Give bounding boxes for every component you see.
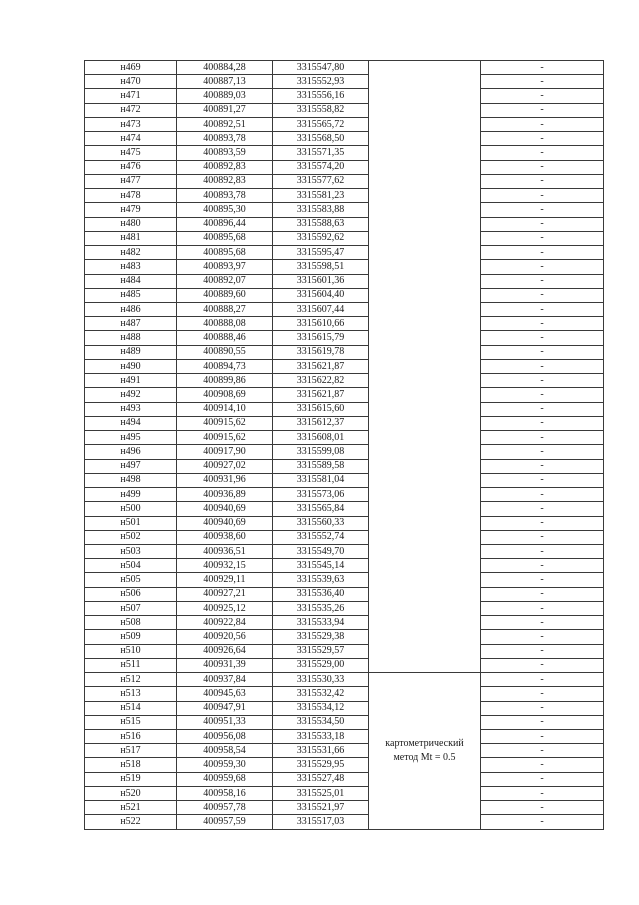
y-coordinate-cell: 3315573,06 xyxy=(273,488,369,502)
point-id-cell: н483 xyxy=(85,260,177,274)
dash-cell: - xyxy=(481,189,604,203)
y-coordinate-cell: 3315581,23 xyxy=(273,189,369,203)
dash-cell: - xyxy=(481,146,604,160)
x-coordinate-cell: 400931,39 xyxy=(177,658,273,672)
x-coordinate-cell: 400894,73 xyxy=(177,359,273,373)
table-row xyxy=(85,559,604,573)
y-coordinate-cell: 3315615,60 xyxy=(273,402,369,416)
table-row xyxy=(85,488,604,502)
dash-cell: - xyxy=(481,317,604,331)
y-coordinate-cell: 3315549,70 xyxy=(273,544,369,558)
y-coordinate-cell: 3315581,04 xyxy=(273,473,369,487)
x-coordinate-cell: 400926,64 xyxy=(177,644,273,658)
table-row xyxy=(85,132,604,146)
table-row xyxy=(85,189,604,203)
dash-cell: - xyxy=(481,345,604,359)
y-coordinate-cell: 3315552,74 xyxy=(273,530,369,544)
dash-cell: - xyxy=(481,217,604,231)
point-id-cell: н498 xyxy=(85,473,177,487)
x-coordinate-cell: 400893,97 xyxy=(177,260,273,274)
dash-cell: - xyxy=(481,117,604,131)
x-coordinate-cell: 400889,03 xyxy=(177,89,273,103)
point-id-cell: н514 xyxy=(85,701,177,715)
x-coordinate-cell: 400938,60 xyxy=(177,530,273,544)
x-coordinate-cell: 400947,91 xyxy=(177,701,273,715)
coordinates-table xyxy=(84,60,604,830)
x-coordinate-cell: 400890,55 xyxy=(177,345,273,359)
dash-cell: - xyxy=(481,601,604,615)
dash-cell: - xyxy=(481,231,604,245)
point-id-cell: н502 xyxy=(85,530,177,544)
dash-cell: - xyxy=(481,488,604,502)
y-coordinate-cell: 3315535,26 xyxy=(273,601,369,615)
dash-cell: - xyxy=(481,587,604,601)
table-row xyxy=(85,89,604,103)
x-coordinate-cell: 400957,59 xyxy=(177,815,273,829)
point-id-cell: н510 xyxy=(85,644,177,658)
point-id-cell: н491 xyxy=(85,374,177,388)
table-row xyxy=(85,801,604,815)
point-id-cell: н481 xyxy=(85,231,177,245)
x-coordinate-cell: 400888,27 xyxy=(177,302,273,316)
table-row xyxy=(85,687,604,701)
dash-cell: - xyxy=(481,274,604,288)
dash-cell: - xyxy=(481,416,604,430)
table-row xyxy=(85,160,604,174)
point-id-cell: н492 xyxy=(85,388,177,402)
dash-cell: - xyxy=(481,374,604,388)
x-coordinate-cell: 400940,69 xyxy=(177,502,273,516)
x-coordinate-cell: 400957,78 xyxy=(177,801,273,815)
y-coordinate-cell: 3315533,94 xyxy=(273,616,369,630)
point-id-cell: н486 xyxy=(85,302,177,316)
dash-cell: - xyxy=(481,544,604,558)
y-coordinate-cell: 3315568,50 xyxy=(273,132,369,146)
table-row xyxy=(85,203,604,217)
x-coordinate-cell: 400889,60 xyxy=(177,288,273,302)
table-row xyxy=(85,416,604,430)
table-row xyxy=(85,587,604,601)
table-row xyxy=(85,331,604,345)
point-id-cell: н516 xyxy=(85,730,177,744)
table-row xyxy=(85,544,604,558)
point-id-cell: н485 xyxy=(85,288,177,302)
x-coordinate-cell: 400927,21 xyxy=(177,587,273,601)
table-row xyxy=(85,658,604,672)
x-coordinate-cell: 400920,56 xyxy=(177,630,273,644)
dash-cell: - xyxy=(481,786,604,800)
point-id-cell: н508 xyxy=(85,616,177,630)
dash-cell: - xyxy=(481,174,604,188)
table-row xyxy=(85,616,604,630)
x-coordinate-cell: 400940,69 xyxy=(177,516,273,530)
dash-cell: - xyxy=(481,530,604,544)
table-row xyxy=(85,317,604,331)
dash-cell: - xyxy=(481,715,604,729)
point-id-cell: н494 xyxy=(85,416,177,430)
point-id-cell: н482 xyxy=(85,246,177,260)
point-id-cell: н479 xyxy=(85,203,177,217)
x-coordinate-cell: 400917,90 xyxy=(177,445,273,459)
point-id-cell: н493 xyxy=(85,402,177,416)
table-row xyxy=(85,815,604,829)
point-id-cell: н506 xyxy=(85,587,177,601)
x-coordinate-cell: 400937,84 xyxy=(177,673,273,687)
x-coordinate-cell: 400893,78 xyxy=(177,189,273,203)
dash-cell: - xyxy=(481,132,604,146)
x-coordinate-cell: 400931,96 xyxy=(177,473,273,487)
x-coordinate-cell: 400958,54 xyxy=(177,744,273,758)
y-coordinate-cell: 3315592,62 xyxy=(273,231,369,245)
dash-cell: - xyxy=(481,758,604,772)
y-coordinate-cell: 3315529,38 xyxy=(273,630,369,644)
x-coordinate-cell: 400892,83 xyxy=(177,174,273,188)
table-row xyxy=(85,231,604,245)
point-id-cell: н490 xyxy=(85,359,177,373)
y-coordinate-cell: 3315521,97 xyxy=(273,801,369,815)
dash-cell: - xyxy=(481,815,604,829)
y-coordinate-cell: 3315533,18 xyxy=(273,730,369,744)
table-row xyxy=(85,146,604,160)
table-row xyxy=(85,103,604,117)
point-id-cell: н474 xyxy=(85,132,177,146)
y-coordinate-cell: 3315529,95 xyxy=(273,758,369,772)
table-row xyxy=(85,288,604,302)
table-row xyxy=(85,601,604,615)
y-coordinate-cell: 3315612,37 xyxy=(273,416,369,430)
x-coordinate-cell: 400888,08 xyxy=(177,317,273,331)
x-coordinate-cell: 400888,46 xyxy=(177,331,273,345)
x-coordinate-cell: 400936,89 xyxy=(177,488,273,502)
table-row xyxy=(85,274,604,288)
dash-cell: - xyxy=(481,160,604,174)
table-row xyxy=(85,402,604,416)
y-coordinate-cell: 3315560,33 xyxy=(273,516,369,530)
point-id-cell: н470 xyxy=(85,75,177,89)
x-coordinate-cell: 400927,02 xyxy=(177,459,273,473)
y-coordinate-cell: 3315604,40 xyxy=(273,288,369,302)
point-id-cell: н517 xyxy=(85,744,177,758)
table-row xyxy=(85,673,604,687)
x-coordinate-cell: 400915,62 xyxy=(177,431,273,445)
point-id-cell: н488 xyxy=(85,331,177,345)
table-row xyxy=(85,786,604,800)
y-coordinate-cell: 3315545,14 xyxy=(273,559,369,573)
y-coordinate-cell: 3315622,82 xyxy=(273,374,369,388)
dash-cell: - xyxy=(481,502,604,516)
x-coordinate-cell: 400899,86 xyxy=(177,374,273,388)
dash-cell: - xyxy=(481,302,604,316)
table-row xyxy=(85,701,604,715)
table-row xyxy=(85,630,604,644)
x-coordinate-cell: 400945,63 xyxy=(177,687,273,701)
point-id-cell: н507 xyxy=(85,601,177,615)
point-id-cell: н505 xyxy=(85,573,177,587)
y-coordinate-cell: 3315536,40 xyxy=(273,587,369,601)
y-coordinate-cell: 3315534,50 xyxy=(273,715,369,729)
x-coordinate-cell: 400884,28 xyxy=(177,61,273,75)
dash-cell: - xyxy=(481,658,604,672)
dash-cell: - xyxy=(481,459,604,473)
table-row xyxy=(85,459,604,473)
x-coordinate-cell: 400929,11 xyxy=(177,573,273,587)
point-id-cell: н521 xyxy=(85,801,177,815)
dash-cell: - xyxy=(481,431,604,445)
dash-cell: - xyxy=(481,103,604,117)
x-coordinate-cell: 400893,78 xyxy=(177,132,273,146)
table-row xyxy=(85,715,604,729)
table-row xyxy=(85,388,604,402)
y-coordinate-cell: 3315529,57 xyxy=(273,644,369,658)
y-coordinate-cell: 3315530,33 xyxy=(273,673,369,687)
dash-cell: - xyxy=(481,402,604,416)
dash-cell: - xyxy=(481,516,604,530)
dash-cell: - xyxy=(481,75,604,89)
table-row xyxy=(85,473,604,487)
y-coordinate-cell: 3315539,63 xyxy=(273,573,369,587)
y-coordinate-cell: 3315588,63 xyxy=(273,217,369,231)
y-coordinate-cell: 3315589,58 xyxy=(273,459,369,473)
x-coordinate-cell: 400951,33 xyxy=(177,715,273,729)
dash-cell: - xyxy=(481,203,604,217)
table-row xyxy=(85,75,604,89)
x-coordinate-cell: 400896,44 xyxy=(177,217,273,231)
point-id-cell: н500 xyxy=(85,502,177,516)
point-id-cell: н473 xyxy=(85,117,177,131)
point-id-cell: н484 xyxy=(85,274,177,288)
point-id-cell: н478 xyxy=(85,189,177,203)
method-cell xyxy=(369,673,481,830)
method-text-line: метод Mt = 0.5 xyxy=(393,751,456,763)
y-coordinate-cell: 3315547,80 xyxy=(273,61,369,75)
x-coordinate-cell: 400956,08 xyxy=(177,730,273,744)
x-coordinate-cell: 400936,51 xyxy=(177,544,273,558)
y-coordinate-cell: 3315615,79 xyxy=(273,331,369,345)
point-id-cell: н509 xyxy=(85,630,177,644)
table-row xyxy=(85,246,604,260)
y-coordinate-cell: 3315607,44 xyxy=(273,302,369,316)
dash-cell: - xyxy=(481,730,604,744)
table-row xyxy=(85,730,604,744)
point-id-cell: н489 xyxy=(85,345,177,359)
x-coordinate-cell: 400959,30 xyxy=(177,758,273,772)
point-id-cell: н472 xyxy=(85,103,177,117)
table-row xyxy=(85,302,604,316)
y-coordinate-cell: 3315608,01 xyxy=(273,431,369,445)
x-coordinate-cell: 400892,51 xyxy=(177,117,273,131)
x-coordinate-cell: 400887,13 xyxy=(177,75,273,89)
y-coordinate-cell: 3315527,48 xyxy=(273,772,369,786)
dash-cell: - xyxy=(481,473,604,487)
point-id-cell: н515 xyxy=(85,715,177,729)
y-coordinate-cell: 3315574,20 xyxy=(273,160,369,174)
x-coordinate-cell: 400891,27 xyxy=(177,103,273,117)
point-id-cell: н480 xyxy=(85,217,177,231)
dash-cell: - xyxy=(481,772,604,786)
y-coordinate-cell: 3315598,51 xyxy=(273,260,369,274)
table-row xyxy=(85,61,604,75)
method-text-line: картометрический xyxy=(385,738,464,750)
dash-cell: - xyxy=(481,644,604,658)
dash-cell: - xyxy=(481,744,604,758)
point-id-cell: н496 xyxy=(85,445,177,459)
table-row xyxy=(85,445,604,459)
dash-cell: - xyxy=(481,359,604,373)
y-coordinate-cell: 3315525,01 xyxy=(273,786,369,800)
y-coordinate-cell: 3315556,16 xyxy=(273,89,369,103)
point-id-cell: н499 xyxy=(85,488,177,502)
y-coordinate-cell: 3315534,12 xyxy=(273,701,369,715)
x-coordinate-cell: 400958,16 xyxy=(177,786,273,800)
dash-cell: - xyxy=(481,288,604,302)
x-coordinate-cell: 400892,07 xyxy=(177,274,273,288)
y-coordinate-cell: 3315599,08 xyxy=(273,445,369,459)
dash-cell: - xyxy=(481,573,604,587)
point-id-cell: н512 xyxy=(85,673,177,687)
dash-cell: - xyxy=(481,673,604,687)
dash-cell: - xyxy=(481,801,604,815)
x-coordinate-cell: 400915,62 xyxy=(177,416,273,430)
dash-cell: - xyxy=(481,388,604,402)
table-row xyxy=(85,431,604,445)
point-id-cell: н513 xyxy=(85,687,177,701)
dash-cell: - xyxy=(481,687,604,701)
dash-cell: - xyxy=(481,61,604,75)
point-id-cell: н497 xyxy=(85,459,177,473)
point-id-cell: н476 xyxy=(85,160,177,174)
y-coordinate-cell: 3315529,00 xyxy=(273,658,369,672)
dash-cell: - xyxy=(481,246,604,260)
point-id-cell: н518 xyxy=(85,758,177,772)
x-coordinate-cell: 400892,83 xyxy=(177,160,273,174)
point-id-cell: н519 xyxy=(85,772,177,786)
x-coordinate-cell: 400959,68 xyxy=(177,772,273,786)
point-id-cell: н495 xyxy=(85,431,177,445)
point-id-cell: н469 xyxy=(85,61,177,75)
table-row xyxy=(85,345,604,359)
table-row xyxy=(85,573,604,587)
x-coordinate-cell: 400908,69 xyxy=(177,388,273,402)
dash-cell: - xyxy=(481,701,604,715)
y-coordinate-cell: 3315610,66 xyxy=(273,317,369,331)
y-coordinate-cell: 3315601,36 xyxy=(273,274,369,288)
table-row xyxy=(85,530,604,544)
x-coordinate-cell: 400925,12 xyxy=(177,601,273,615)
y-coordinate-cell: 3315583,88 xyxy=(273,203,369,217)
point-id-cell: н487 xyxy=(85,317,177,331)
point-id-cell: н475 xyxy=(85,146,177,160)
y-coordinate-cell: 3315595,47 xyxy=(273,246,369,260)
table-row xyxy=(85,758,604,772)
dash-cell: - xyxy=(481,260,604,274)
y-coordinate-cell: 3315571,35 xyxy=(273,146,369,160)
point-id-cell: н471 xyxy=(85,89,177,103)
table-row xyxy=(85,374,604,388)
point-id-cell: н477 xyxy=(85,174,177,188)
table-row xyxy=(85,644,604,658)
method-cell xyxy=(369,61,481,673)
point-id-cell: н520 xyxy=(85,786,177,800)
point-id-cell: н511 xyxy=(85,658,177,672)
dash-cell: - xyxy=(481,630,604,644)
y-coordinate-cell: 3315517,03 xyxy=(273,815,369,829)
y-coordinate-cell: 3315532,42 xyxy=(273,687,369,701)
table-row xyxy=(85,502,604,516)
y-coordinate-cell: 3315621,87 xyxy=(273,388,369,402)
y-coordinate-cell: 3315577,62 xyxy=(273,174,369,188)
point-id-cell: н501 xyxy=(85,516,177,530)
y-coordinate-cell: 3315565,84 xyxy=(273,502,369,516)
point-id-cell: н504 xyxy=(85,559,177,573)
table-row xyxy=(85,359,604,373)
dash-cell: - xyxy=(481,445,604,459)
dash-cell: - xyxy=(481,616,604,630)
x-coordinate-cell: 400922,84 xyxy=(177,616,273,630)
y-coordinate-cell: 3315619,78 xyxy=(273,345,369,359)
x-coordinate-cell: 400895,30 xyxy=(177,203,273,217)
dash-cell: - xyxy=(481,331,604,345)
y-coordinate-cell: 3315531,66 xyxy=(273,744,369,758)
x-coordinate-cell: 400895,68 xyxy=(177,246,273,260)
x-coordinate-cell: 400914,10 xyxy=(177,402,273,416)
dash-cell: - xyxy=(481,89,604,103)
table-row xyxy=(85,516,604,530)
point-id-cell: н503 xyxy=(85,544,177,558)
y-coordinate-cell: 3315621,87 xyxy=(273,359,369,373)
table-row xyxy=(85,117,604,131)
x-coordinate-cell: 400895,68 xyxy=(177,231,273,245)
x-coordinate-cell: 400893,59 xyxy=(177,146,273,160)
point-id-cell: н522 xyxy=(85,815,177,829)
table-row xyxy=(85,174,604,188)
table-row xyxy=(85,744,604,758)
table-row xyxy=(85,772,604,786)
coordinates-table-body xyxy=(85,61,604,830)
dash-cell: - xyxy=(481,559,604,573)
table-row xyxy=(85,260,604,274)
table-row xyxy=(85,217,604,231)
y-coordinate-cell: 3315565,72 xyxy=(273,117,369,131)
x-coordinate-cell: 400932,15 xyxy=(177,559,273,573)
y-coordinate-cell: 3315552,93 xyxy=(273,75,369,89)
y-coordinate-cell: 3315558,82 xyxy=(273,103,369,117)
